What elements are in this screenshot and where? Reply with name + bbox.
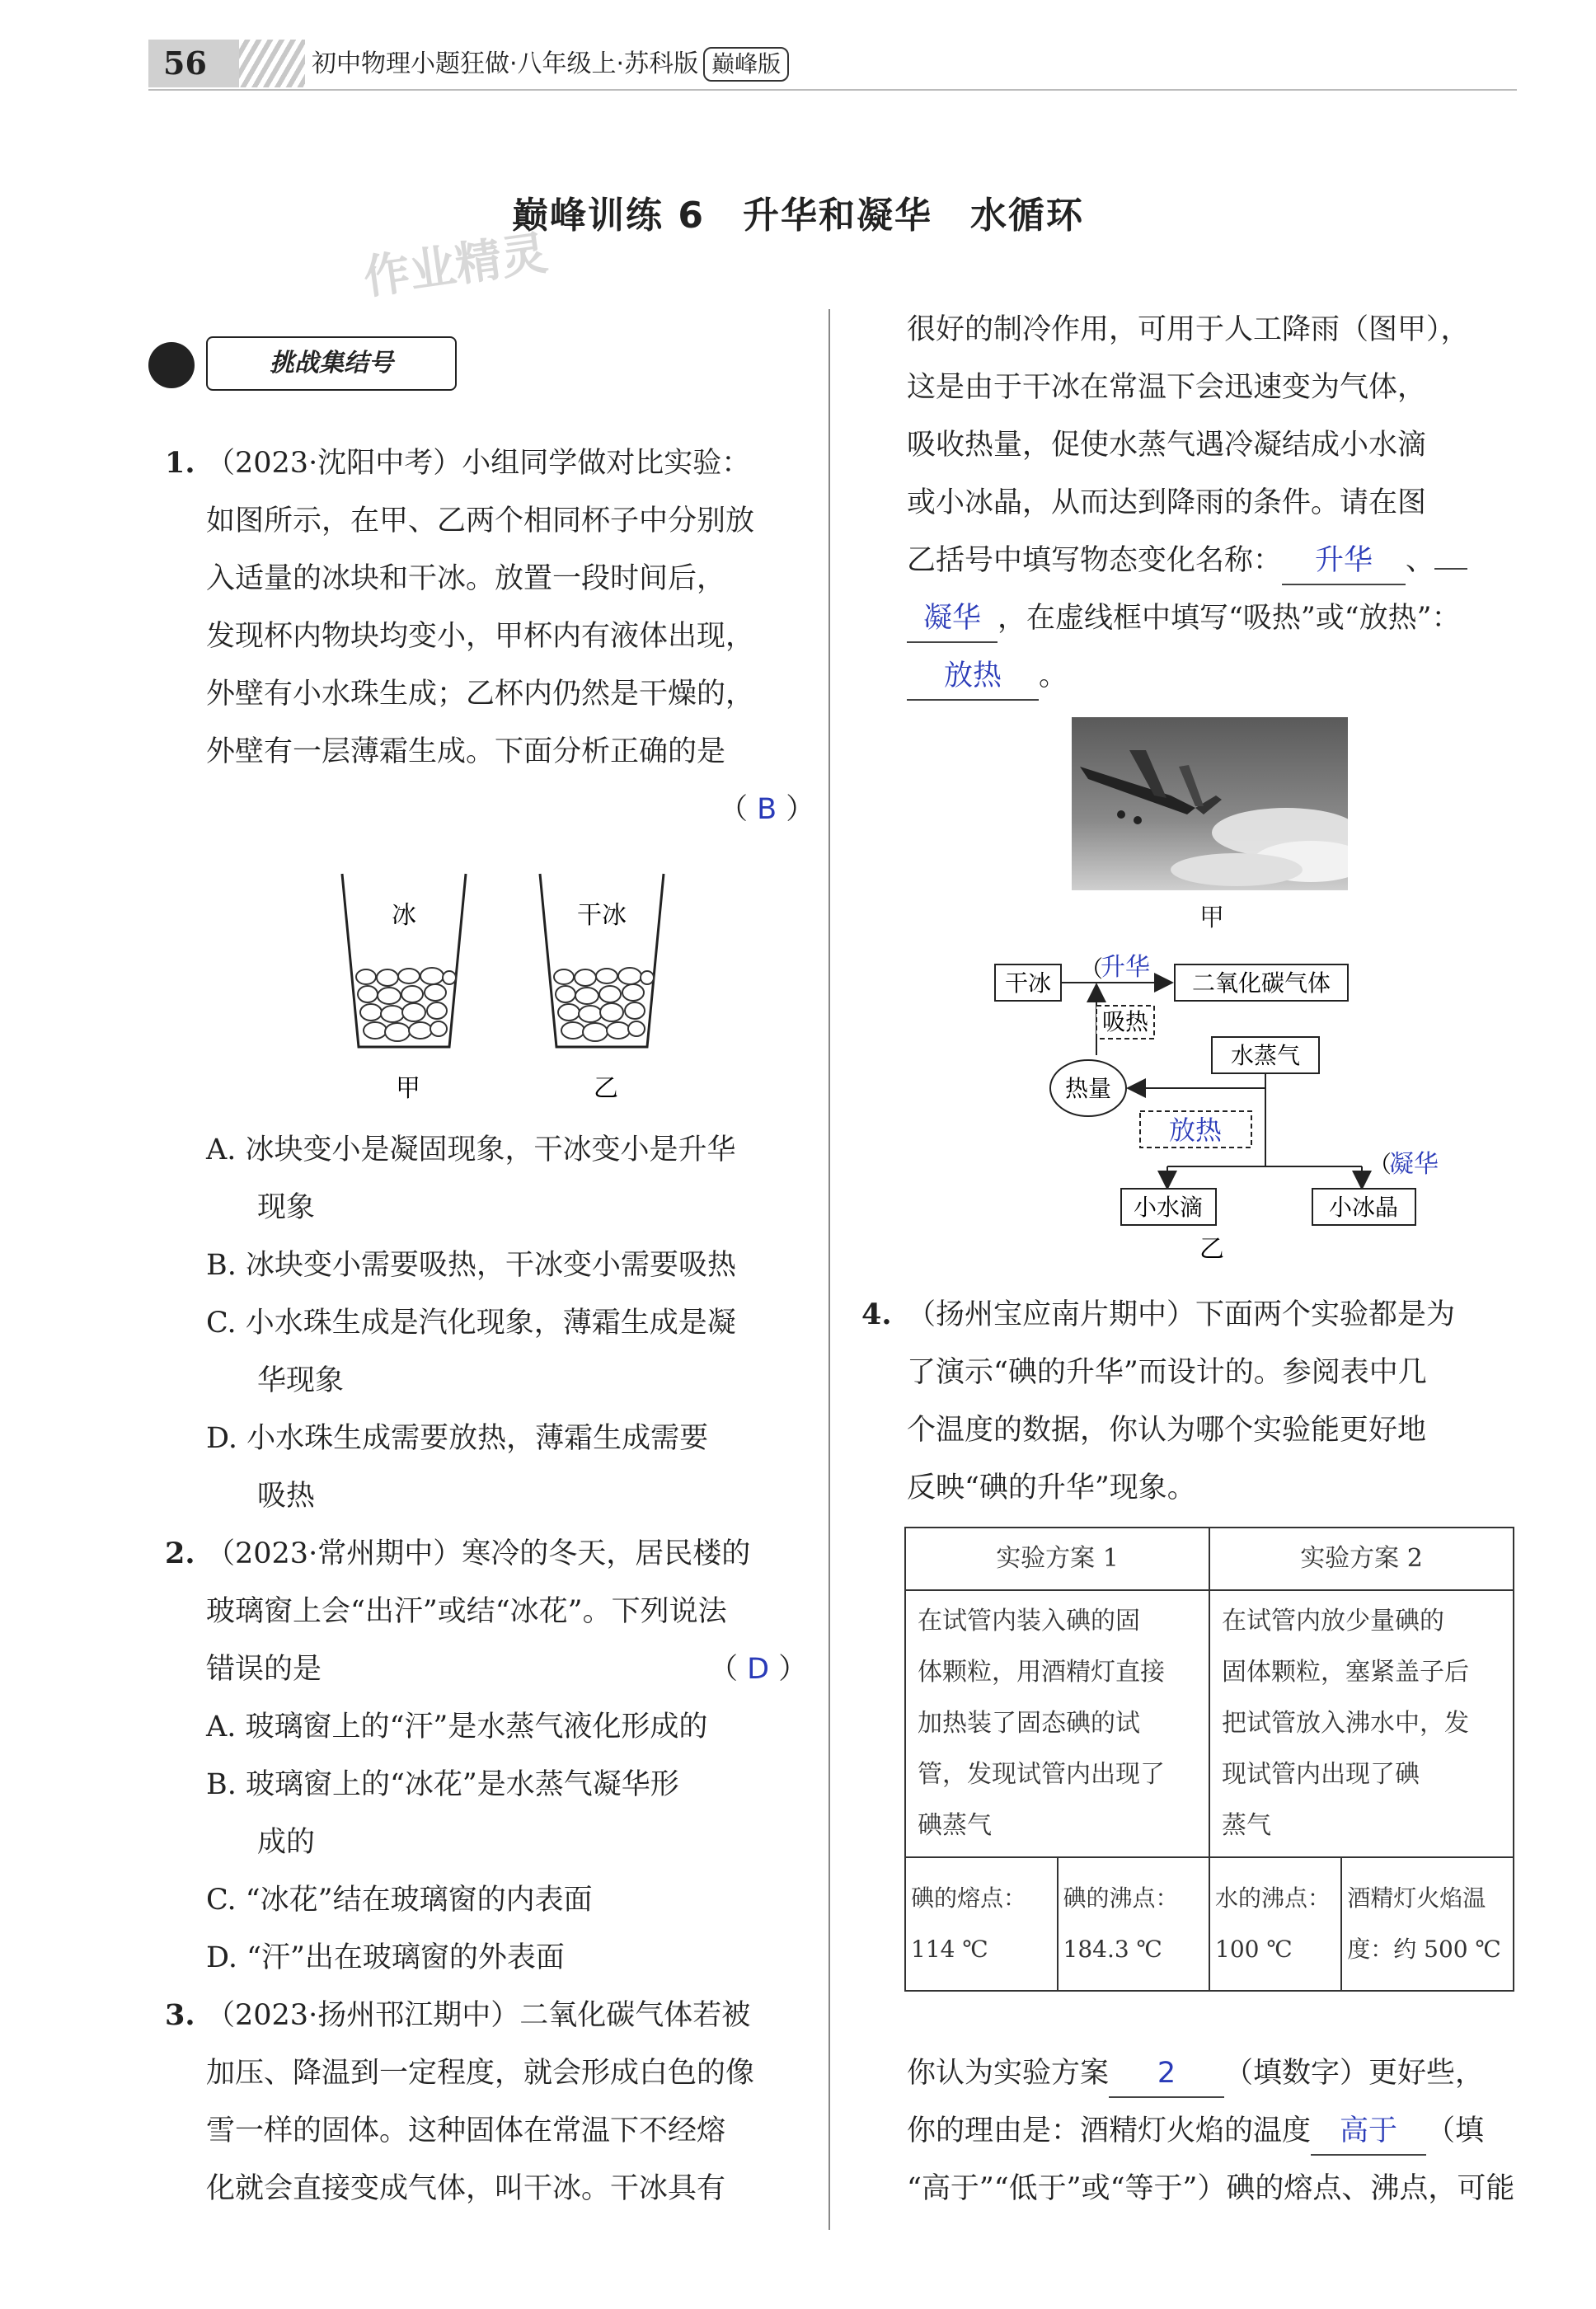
cup-jia	[342, 874, 466, 1047]
page-title: 巅峰训练 6 升华和凝华 水循环	[512, 195, 1084, 237]
q3-stem-right: 很好的制冷作用，可用于人工降雨（图甲）， 这是由于干冰在常温下会迅速变为气体， 吸收热量，促使水蒸气遇冷凝结成小水滴 或小冰晶，从而达到降雨的条件。请在图 乙括号中填写物态变化名称： 升华 、 凝华 ，在虚线框中填写“吸热”或“放热”： 放热 。	[907, 301, 1533, 705]
q1-number: 1.	[165, 446, 195, 480]
q3-blank-c[interactable]: 放热	[907, 653, 1039, 701]
column-divider	[829, 309, 830, 2230]
q1-answer-bracket: （ B ）	[719, 793, 815, 826]
table-header-2: 实验方案 2	[1209, 1528, 1514, 1590]
table-iodine-melting: 碘的熔点： 114 ℃	[905, 1857, 1058, 1991]
node-dry-ice: 干冰	[1004, 969, 1052, 997]
experiment-table	[904, 1527, 1514, 1992]
table-header-1: 实验方案 1	[905, 1528, 1209, 1590]
q2-stem: （2023·常州期中）寒冷的冬天，居民楼的 玻璃窗上会“出汗”或结“冰花”。下列说法 错误的是	[206, 1537, 751, 1686]
q1-option-d: D. 小水珠生成需要放热，薄霜生成需要 吸热	[206, 1422, 709, 1513]
q1-answer: B	[757, 793, 777, 826]
header-text: 初中物理小题狂做·八年级上·苏科版 巅峰版	[312, 46, 789, 82]
q2-option-a: A. 玻璃窗上的“汗”是水蒸气液化形成的	[206, 1711, 708, 1743]
edition-badge: 巅峰版	[703, 47, 789, 82]
q2-option-d: D. “汗”出在玻璃窗的外表面	[206, 1941, 565, 1974]
cup-label-dry-ice: 干冰	[577, 901, 627, 930]
q1-stem: （2023·沈阳中考）小组同学做对比实验： 如图所示，在甲、乙两个相同杯子中分别放 入适量的冰块和干冰。放置一段时间后， 发现杯内物块均变小，甲杯内有液体出现， 外壁有小水珠生成；乙杯内仍然是干燥的， 外壁有一层薄霜生成。下面分析正确的是	[206, 447, 755, 768]
label-release: 放热	[1168, 1115, 1223, 1146]
table-plan-1: 在试管内装入碘的固 体颗粒，用酒精灯直接 加热装了固态碘的试 管，发现试管内出现了 碘蒸气	[905, 1590, 1209, 1857]
q4-stem: （扬州宝应南片期中）下面两个实验都是为 了演示“碘的升华”而设计的。参阅表中几 个温度的数据，你认为哪个实验能更好地 反映“碘的升华”现象。	[907, 1298, 1456, 1504]
watermark: 作业精灵	[360, 226, 552, 306]
q2-answer: D	[747, 1653, 770, 1686]
header-rule	[148, 89, 1517, 91]
cups-figure	[313, 857, 709, 1105]
node-crystal: 小冰晶	[1328, 1194, 1399, 1221]
q4-blank-plan[interactable]: 2	[1109, 2050, 1224, 2098]
q4-fill: 你认为实验方案 2 （填数字）更好些， 你的理由是：酒精灯火焰的温度 高于 （填 “高于”“低于”或“等于”）碘的熔点、沸点，可能	[907, 2044, 1533, 2217]
q3-number: 3.	[165, 1998, 195, 2032]
q4-blank-compare[interactable]: 高于	[1311, 2108, 1426, 2156]
header-stripes	[239, 40, 305, 87]
section-logo: 挑战集结号	[206, 336, 457, 391]
plane-photo	[1072, 717, 1348, 890]
node-heat: 热量	[1064, 1075, 1112, 1102]
table-flame-temp: 酒精灯火焰温 度：约 500 ℃	[1341, 1857, 1514, 1991]
q2-option-c: C. “冰花”结在玻璃窗的内表面	[206, 1884, 593, 1917]
page-number: 56	[148, 40, 239, 87]
table-water-boiling: 水的沸点： 100 ℃	[1209, 1857, 1341, 1991]
q3-blank-a[interactable]: 升华	[1282, 537, 1406, 585]
q1-option-a: A. 冰块变小是凝固现象，干冰变小是升华 现象	[206, 1133, 736, 1224]
q2-option-b: B. 玻璃窗上的“冰花”是水蒸气凝华形 成的	[206, 1768, 679, 1859]
q2-answer-bracket: （ D ）	[709, 1653, 808, 1686]
section-logo-icon	[148, 342, 195, 388]
node-co2: 二氧化碳气体	[1191, 969, 1331, 997]
q3-blank-b[interactable]: 凝华	[907, 595, 998, 643]
node-vapor: 水蒸气	[1230, 1042, 1301, 1069]
label-sublimation: 升华	[1101, 953, 1150, 982]
paren-b: （	[1368, 1151, 1392, 1178]
fig-b-caption: 乙	[1199, 1235, 1224, 1261]
q3-stem-left: （2023·扬州邗江期中）二氧化碳气体若被 加压、降温到一定程度，就会形成白色的像 雪一样的固体。这种固体在常温下不经熔 化就会直接变成气体，叫干冰。干冰具有	[206, 1999, 755, 2205]
cup-caption-yi: 乙	[594, 1074, 618, 1103]
cup-label-ice: 冰	[392, 901, 416, 930]
q3-blank-a-tail	[1434, 568, 1467, 570]
cup-caption-jia: 甲	[396, 1074, 420, 1103]
table-iodine-boiling: 碘的沸点： 184.3 ℃	[1058, 1857, 1210, 1991]
fig-a-caption: 甲	[1199, 903, 1224, 932]
q4-number: 4.	[861, 1298, 892, 1331]
label-deposition: 凝华	[1389, 1150, 1439, 1179]
label-absorb: 吸热	[1101, 1008, 1149, 1035]
table-plan-2: 在试管内放少量碘的 固体颗粒，塞紧盖子后 把试管放入沸水中，发 现试管内出现了碘 蒸气	[1209, 1590, 1514, 1857]
node-droplet: 小水滴	[1133, 1194, 1204, 1221]
water-cycle-diagram	[973, 948, 1484, 1261]
q2-number: 2.	[165, 1537, 195, 1570]
q1-option-c: C. 小水珠生成是汽化现象，薄霜生成是凝 华现象	[206, 1307, 736, 1397]
paren-a: （	[1080, 955, 1104, 983]
q1-options	[206, 1121, 816, 1525]
q2-options	[206, 1698, 816, 1987]
q1-option-b: B. 冰块变小需要吸热，干冰变小需要吸热	[206, 1249, 736, 1282]
cup-yi	[540, 874, 664, 1047]
